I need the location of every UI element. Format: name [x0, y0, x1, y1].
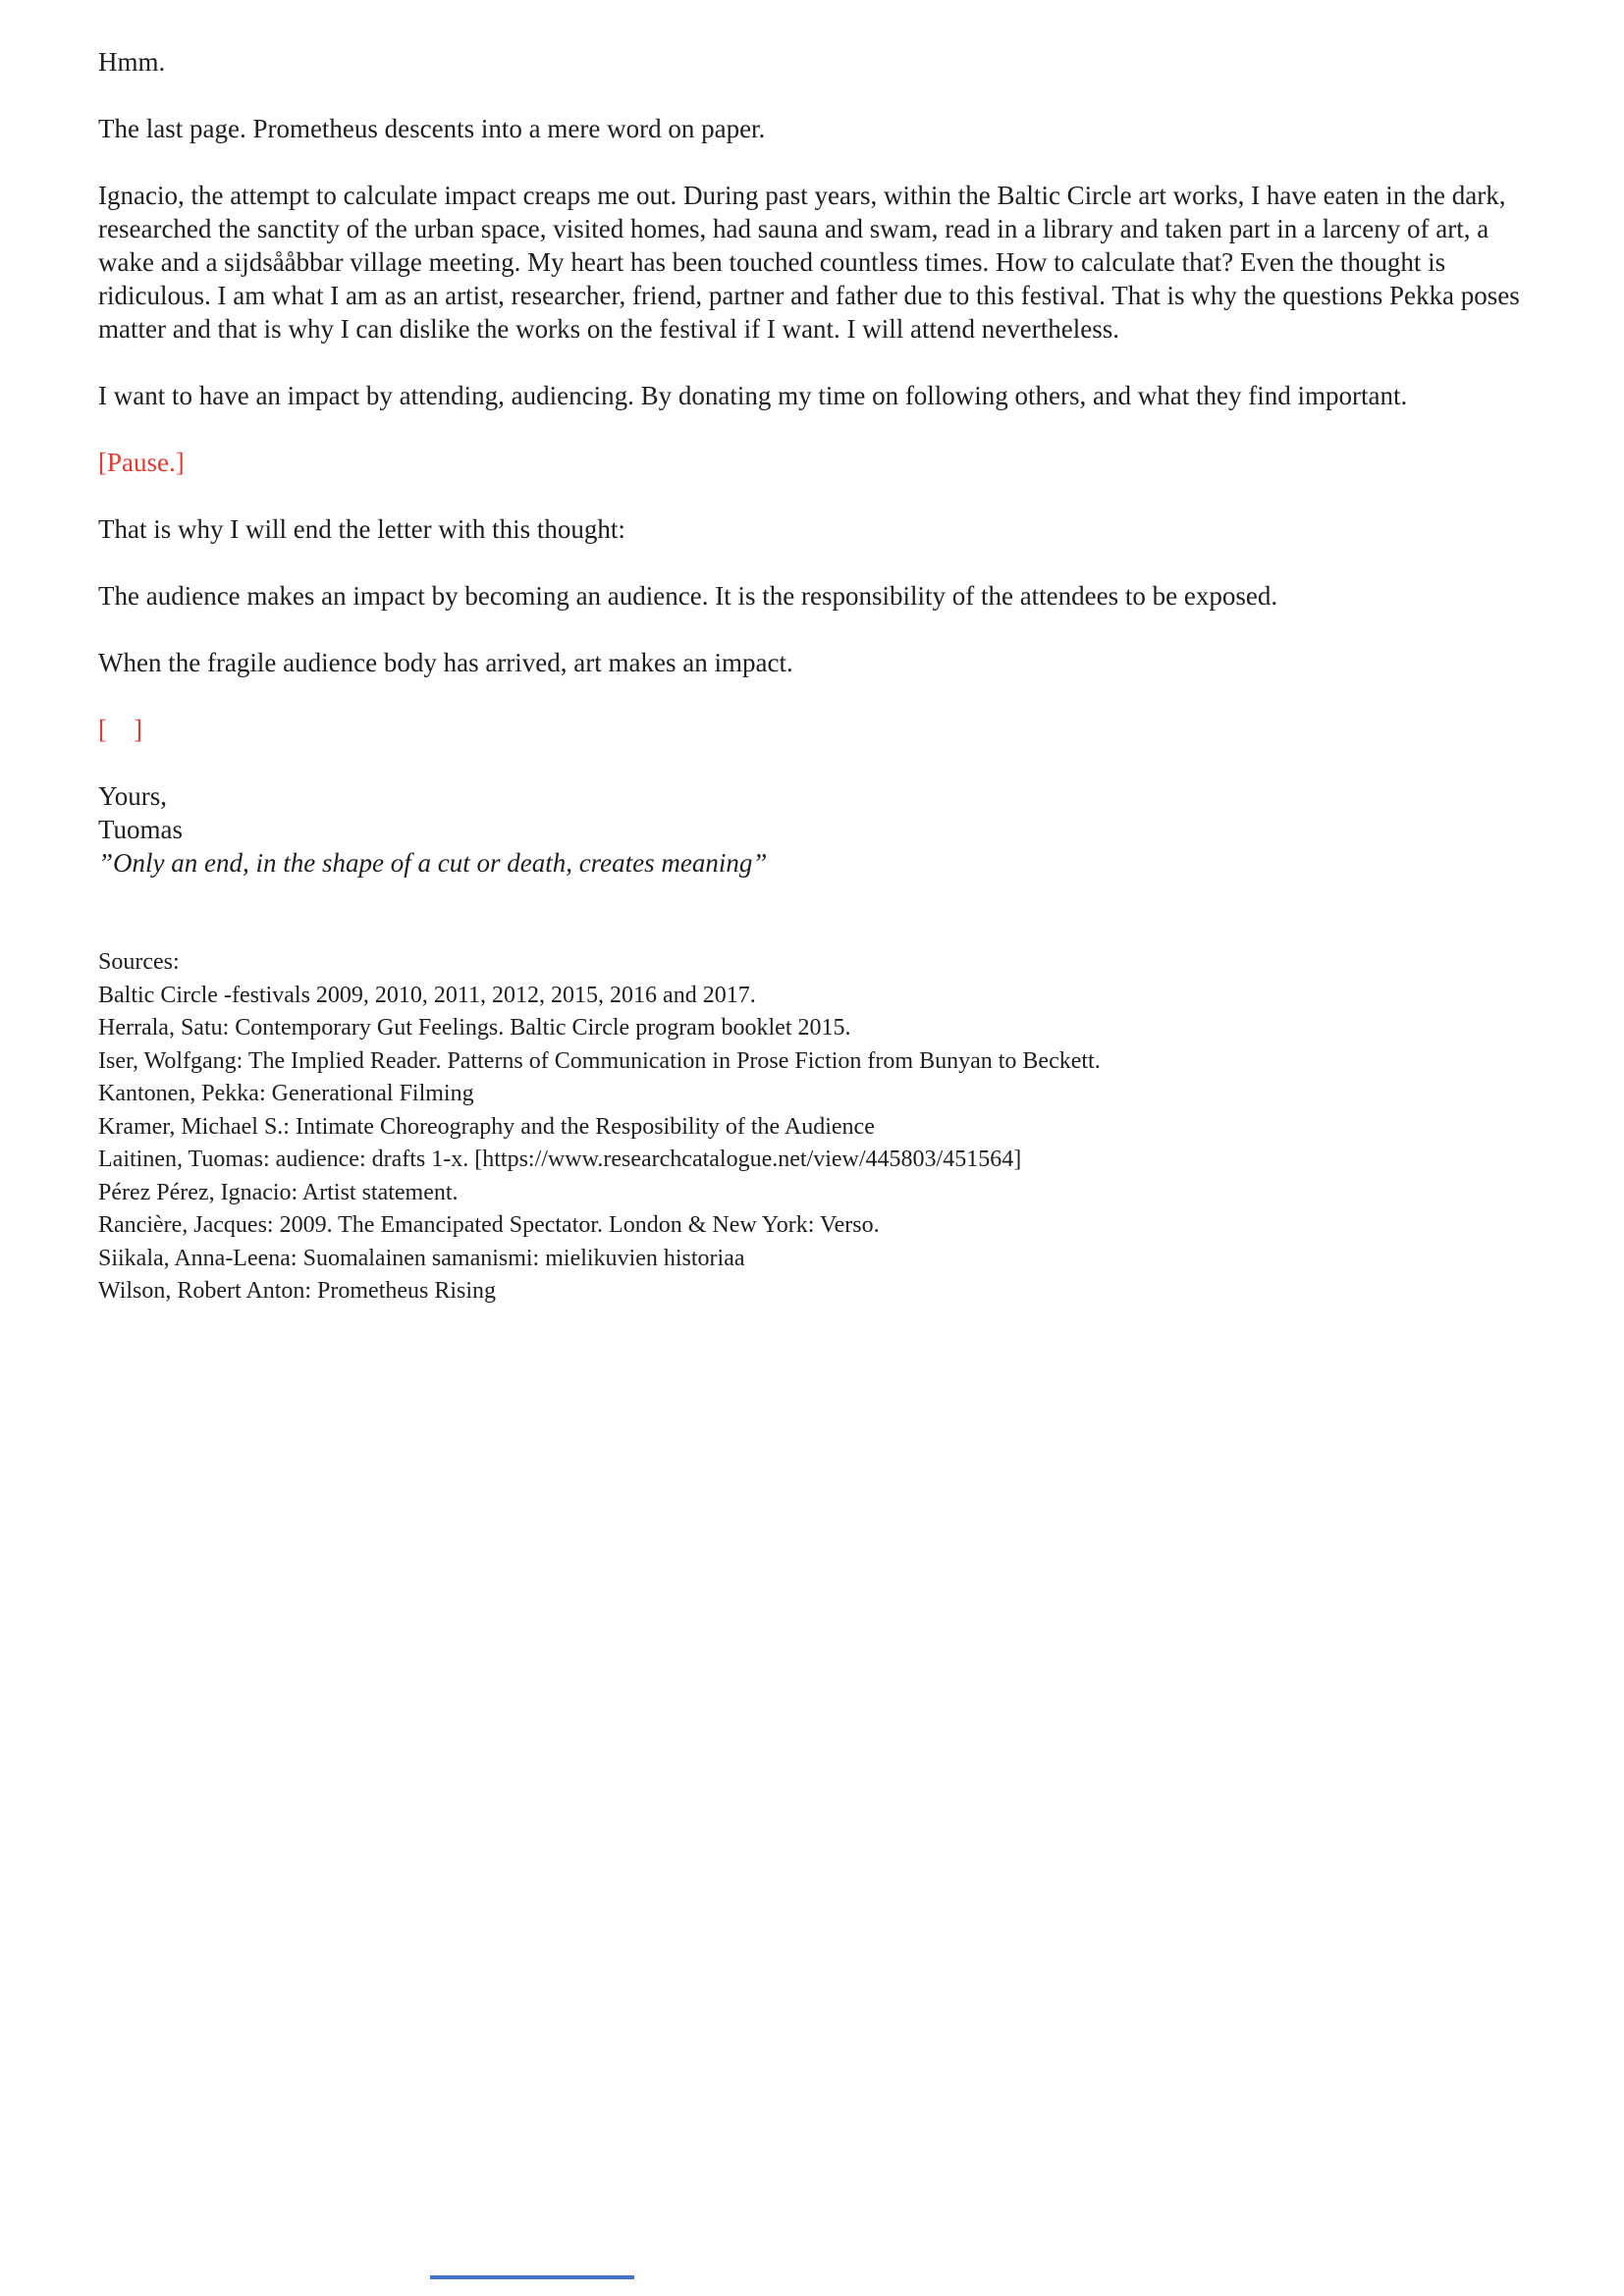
footer-link-line: [430, 2275, 634, 2279]
sources-heading: Sources:: [98, 949, 180, 975]
empty-bracket-marker: [ ]: [98, 715, 142, 744]
signature-block: [98, 779, 1520, 880]
paragraph-fragile: When the fragile audience body has arrived, art makes an impact.: [98, 648, 793, 677]
source-item-laitinen: Laitinen, Tuomas: audience: drafts 1-x. [https://www.researchcatalogue.net/view/445803/451564]: [98, 1147, 1022, 1172]
source-item-wilson: Wilson, Robert Anton: Prometheus Rising: [98, 1278, 497, 1304]
source-item-herrala: Herrala, Satu: Contemporary Gut Feelings. Baltic Circle program booklet 2015.: [98, 1015, 851, 1041]
source-item-siikala: Siikala, Anna-Leena: Suomalainen samanismi: mielikuvien historiaa: [98, 1245, 745, 1271]
paragraph-end-letter: That is why I will end the letter with this thought:: [98, 514, 625, 544]
source-item-kantonen: Kantonen, Pekka: Generational Filming: [98, 1081, 474, 1106]
source-item-perez: Pérez Pérez, Ignacio: Artist statement.: [98, 1179, 459, 1205]
signature-quote: ”Only an end, in the shape of a cut or death, creates meaning”: [98, 848, 768, 878]
signature-name: Tuomas: [98, 815, 184, 844]
paragraph-last-page: The last page. Prometheus descents into a mere word on paper.: [98, 114, 766, 143]
source-item-baltic-circle: Baltic Circle -festivals 2009, 2010, 2011, 2012, 2015, 2016 and 2017.: [98, 982, 756, 1008]
paragraph-hmm: Hmm.: [98, 47, 166, 77]
source-item-iser: Iser, Wolfgang: The Implied Reader. Patterns of Communication in Prose Fiction from Bunyan to Beckett.: [98, 1047, 1101, 1074]
paragraph-ignacio: Ignacio, the attempt to calculate impact creaps me out. During past years, within the Baltic Circle art works, I have eaten in the dark, researched the sanctity of the urban space, visited homes, had sauna and swam, read in a library and taken part in a larceny of art, a wake and a sijdsååbbar village meeting. My heart has been touched countless times. How to calculate that? Even the thought is ridiculous. I am what I am as an artist, researcher, friend, partner and father due to this festival. That is why the questions Pekka poses matter and that is why I can dislike the works on the festival if I want. I will attend nevertheless.: [98, 181, 1520, 344]
letter-body: [98, 45, 1520, 1308]
sources-section: [98, 946, 1520, 1308]
source-item-ranciere: Rancière, Jacques: 2009. The Emancipated Spectator. London & New York: Verso.: [98, 1212, 880, 1238]
paragraph-impact: I want to have an impact by attending, audiencing. By donating my time on following others, and what they find important.: [98, 381, 1408, 410]
pause-marker: [Pause.]: [98, 448, 185, 477]
signature-yours: Yours,: [98, 781, 168, 811]
paragraph-audience: The audience makes an impact by becoming an audience. It is the responsibility of the attendees to be exposed.: [98, 581, 1278, 611]
source-item-kramer: Kramer, Michael S.: Intimate Choreography and the Resposibility of the Audience: [98, 1113, 875, 1140]
